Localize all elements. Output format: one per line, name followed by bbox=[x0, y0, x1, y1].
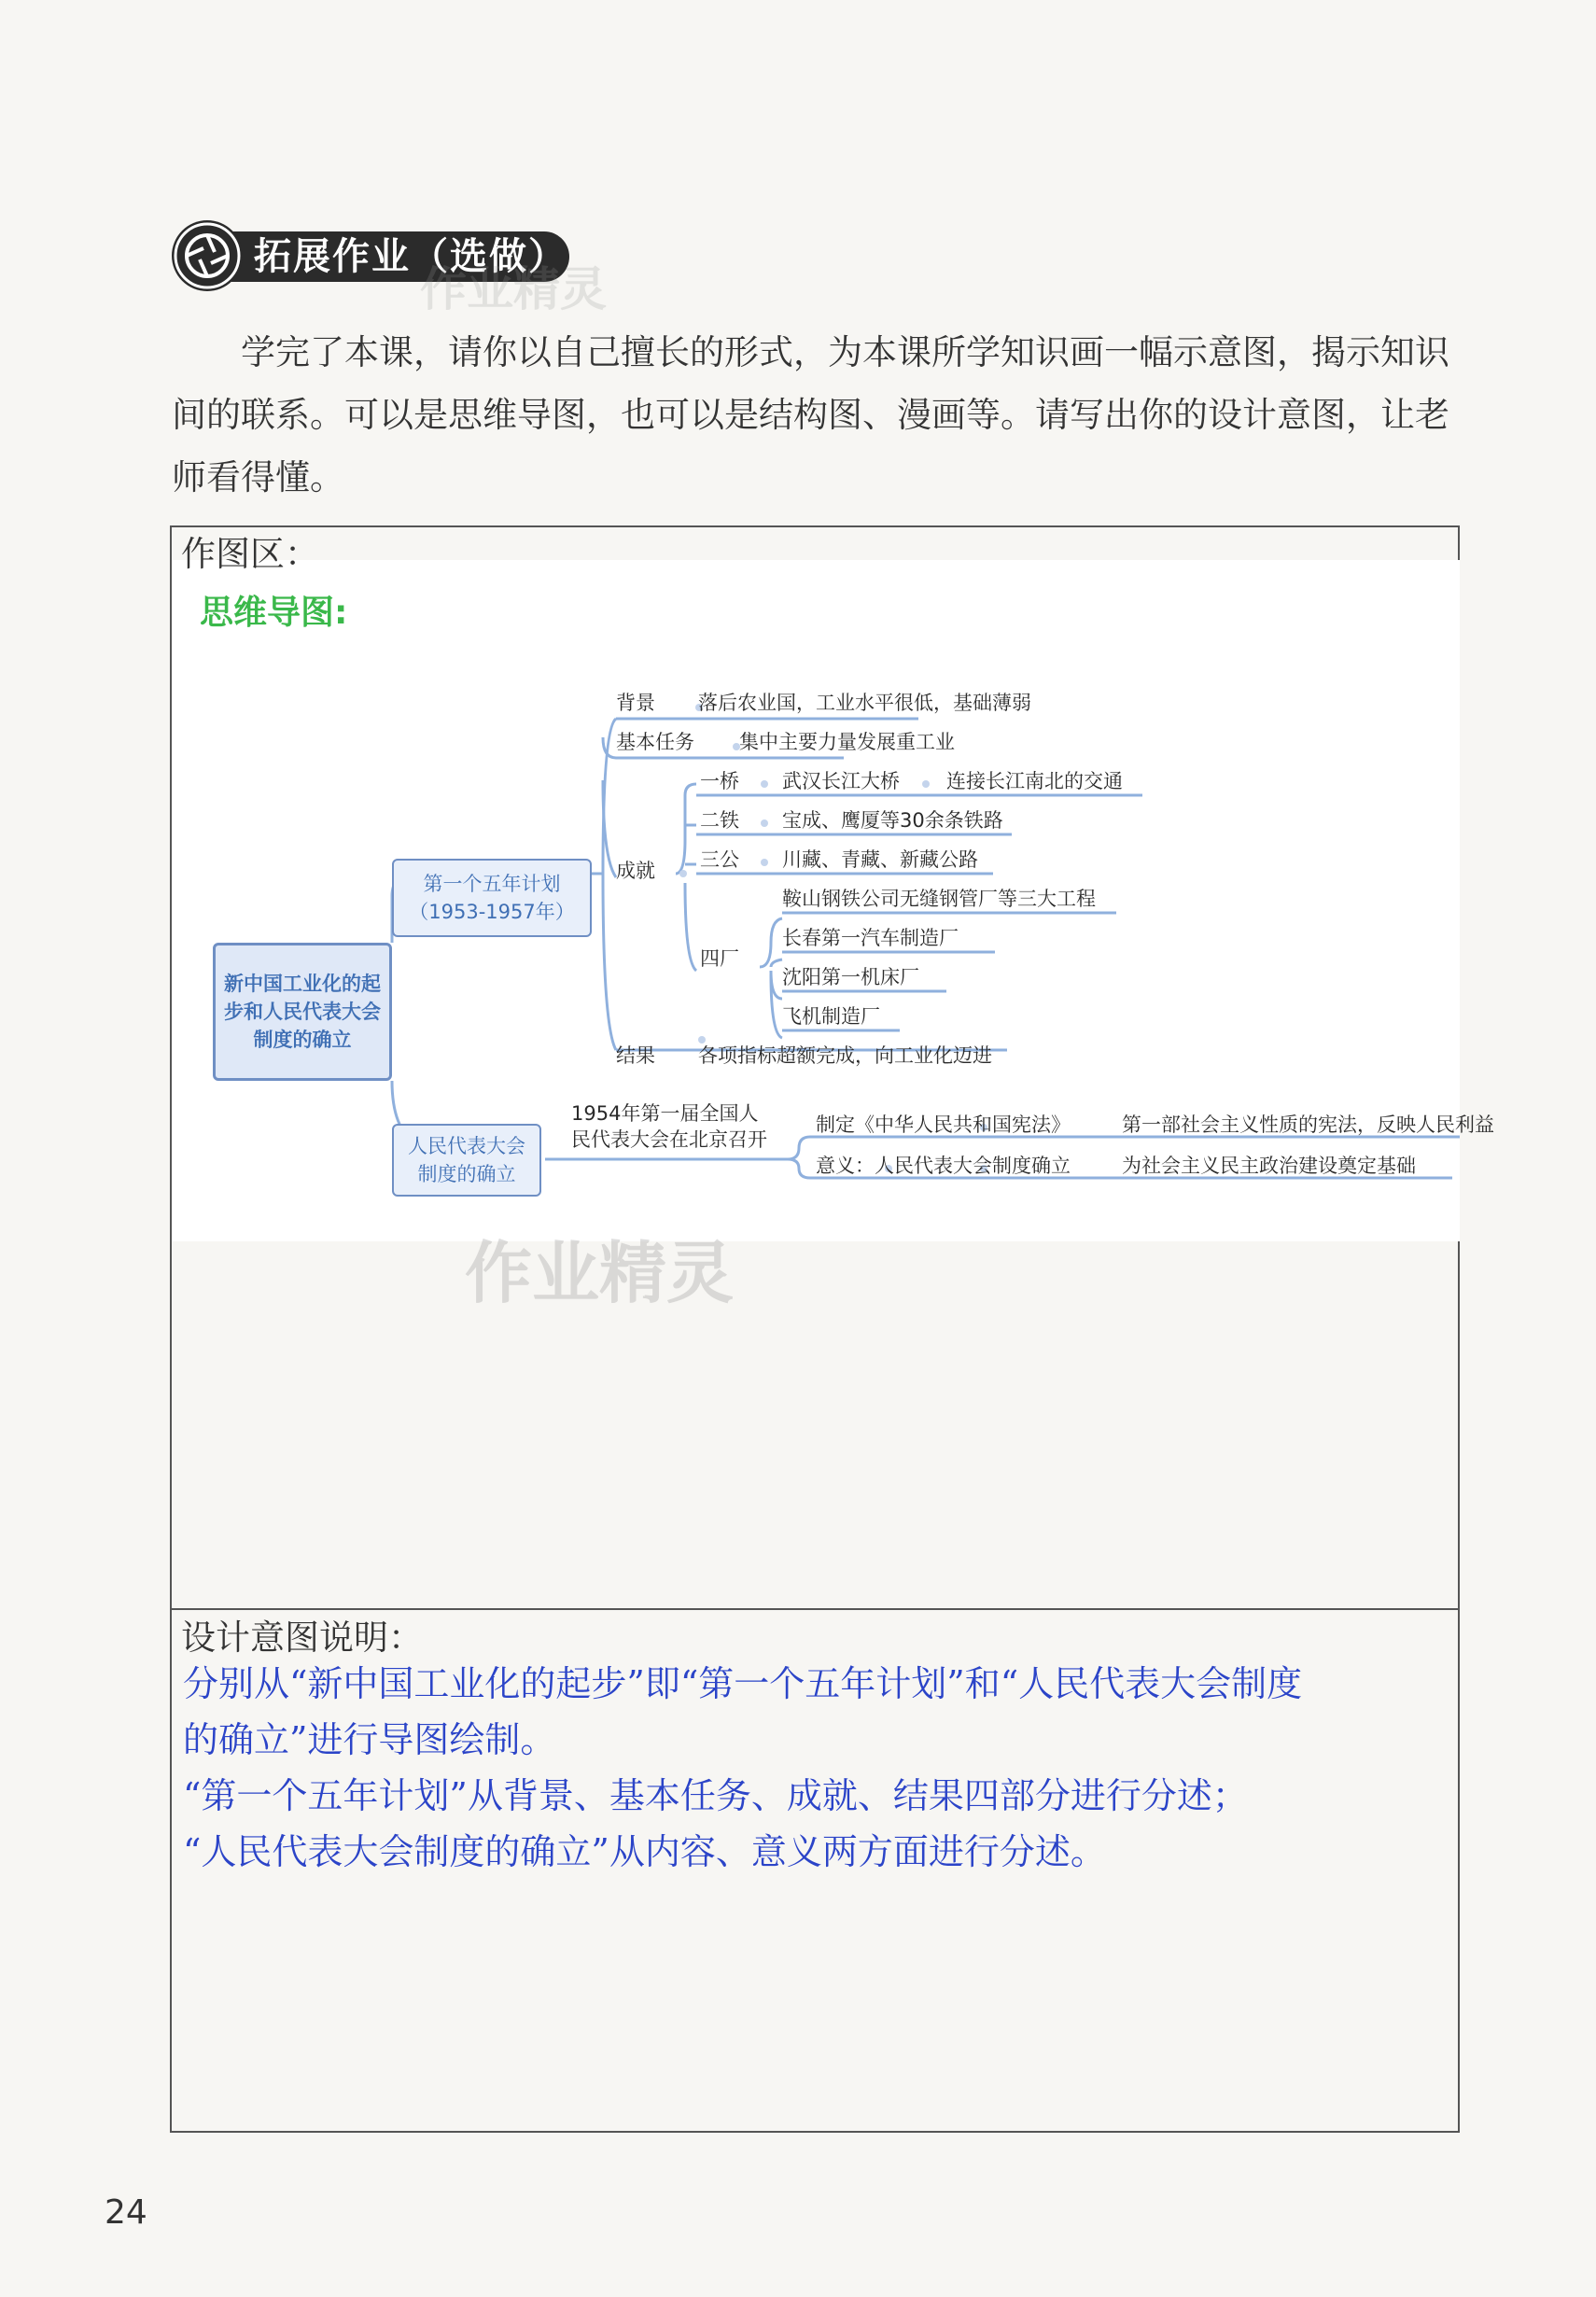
page-number: 24 bbox=[105, 2193, 147, 2232]
branch2-title-line2: 制度的确立 bbox=[417, 1163, 516, 1185]
mindmap-title: 思维导图: bbox=[200, 594, 348, 632]
npc-event-line1: 1954年第一届全国人 bbox=[571, 1102, 759, 1125]
factory-item: 沈阳第一机床厂 bbox=[782, 966, 919, 988]
background-label: 背景 bbox=[616, 692, 655, 714]
meaning-text: 意义：人民代表大会制度确立 bbox=[816, 1155, 1071, 1177]
bridge-text: 武汉长江大桥 bbox=[782, 770, 900, 792]
intro-paragraph: 学完了本课，请你以自己擅长的形式，为本课所学知识画一幅示意图，揭示知识间的联系。可以是思维导图，也可以是结构图、漫画等。请写出你的设计意图，让老师看得懂。 bbox=[172, 332, 1449, 497]
factory-item: 长春第一汽车制造厂 bbox=[782, 927, 959, 949]
design-line: 分别从“新中国工业化的起步”即“第一个五年计划”和“人民代表大会制度 bbox=[183, 1663, 1303, 1704]
drawing-area-label: 作图区： bbox=[181, 534, 319, 574]
bridge-label: 一桥 bbox=[700, 770, 739, 792]
factory-item: 飞机制造厂 bbox=[782, 1005, 880, 1028]
meaning-note: 为社会主义民主政治建设奠定基础 bbox=[1122, 1155, 1416, 1177]
watermark: 作业精灵 bbox=[465, 1234, 735, 1312]
highway-text: 川藏、青藏、新藏公路 bbox=[782, 848, 978, 871]
constitution-text: 制定《中华人民共和国宪法》 bbox=[816, 1113, 1071, 1136]
result-text: 各项指标超额完成，向工业化迈进 bbox=[698, 1044, 992, 1067]
design-intent-text bbox=[183, 1656, 1443, 1880]
railway-label: 二铁 bbox=[700, 809, 739, 832]
factory-label: 四厂 bbox=[700, 947, 739, 970]
section-title: 拓展作业（选做） bbox=[254, 235, 567, 278]
factory-item: 鞍山钢铁公司无缝钢管厂等三大工程 bbox=[782, 888, 1096, 910]
mindmap-branch-npc-system bbox=[392, 1124, 541, 1197]
frame-divider bbox=[170, 1608, 1460, 1610]
branch1-title: 第一个五年计划 bbox=[423, 873, 561, 895]
railway-text: 宝成、鹰厦等30余条铁路 bbox=[782, 809, 1003, 832]
design-line: “第一个五年计划”从背景、基本任务、成就、结果四部分进行分述； bbox=[183, 1775, 1248, 1816]
branch1-years: （1953-1957年） bbox=[409, 901, 575, 923]
branch2-title-line1: 人民代表大会 bbox=[408, 1135, 525, 1157]
highway-label: 三公 bbox=[700, 848, 739, 871]
constitution-note: 第一部社会主义性质的宪法，反映人民利益 bbox=[1122, 1113, 1494, 1136]
npc-event-line2: 民代表大会在北京召开 bbox=[571, 1128, 767, 1151]
basic-task-text: 集中主要力量发展重工业 bbox=[739, 731, 955, 753]
result-label: 结果 bbox=[616, 1044, 655, 1067]
mindmap-branch-first-five-year-plan bbox=[392, 859, 592, 937]
basic-task-label: 基本任务 bbox=[616, 731, 694, 753]
design-line: 的确立”进行导图绘制。 bbox=[183, 1719, 556, 1760]
design-intent-label: 设计意图说明： bbox=[181, 1618, 423, 1658]
achievement-label: 成就 bbox=[616, 860, 655, 882]
watermark-top: 作业精灵 bbox=[420, 262, 607, 316]
background-text: 落后农业国，工业水平很低，基础薄弱 bbox=[698, 692, 1031, 714]
design-line: “人民代表大会制度的确立”从内容、意义两方面进行分述。 bbox=[183, 1831, 1106, 1872]
camera-aperture-icon bbox=[172, 220, 243, 291]
mindmap-root-node: 新中国工业化的起步和人民代表大会制度的确立 bbox=[213, 943, 392, 1081]
bridge-note: 连接长江南北的交通 bbox=[946, 770, 1123, 792]
